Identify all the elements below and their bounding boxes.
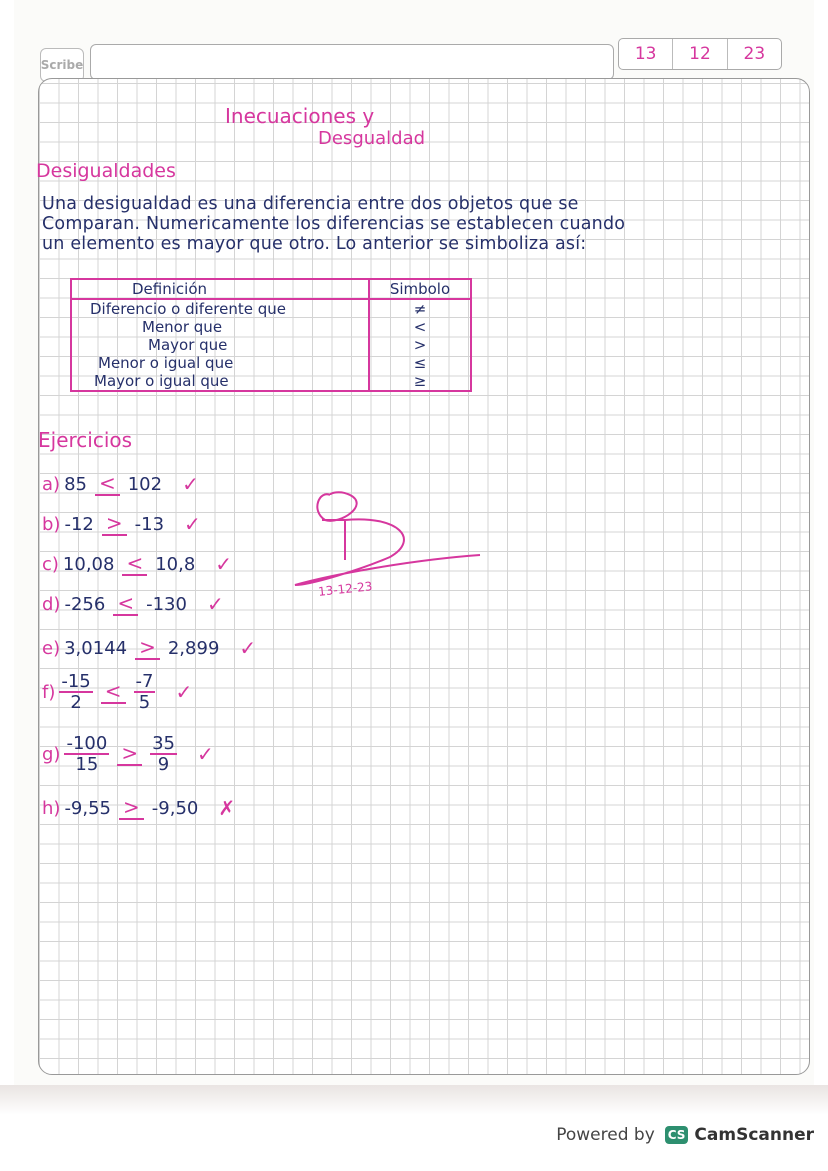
header-symbol: Simbolo (369, 279, 471, 299)
numerator: -100 (66, 733, 108, 754)
section-heading: Desigualdades (36, 160, 176, 182)
paragraph-line: un elemento es mayor que otro. Lo anterior se simboliza así: (42, 234, 587, 254)
paragraph-line: Una desigualdad es una diferencia entre dos objetos que se (42, 194, 579, 214)
operator: > (135, 636, 160, 660)
definition-cell: Mayor que (148, 336, 228, 354)
left-fraction (64, 734, 109, 774)
right-fraction (134, 672, 156, 712)
scribe-logo: Scribe (40, 48, 84, 82)
right-value: 10,8 (155, 553, 196, 575)
exercise-c (42, 552, 232, 576)
left-value: 10,08 (62, 553, 115, 575)
denominator: 2 (70, 692, 82, 713)
signature (290, 485, 490, 595)
left-value: -256 (64, 593, 106, 615)
camscanner-footer (556, 1125, 814, 1145)
date-day: 13 (634, 44, 657, 64)
date-year: 23 (727, 39, 781, 69)
exercise-g (42, 734, 214, 774)
operator: < (113, 592, 138, 616)
right-value: 2,899 (167, 637, 220, 659)
operator: < (122, 552, 147, 576)
check-icon: ✓ (206, 592, 224, 616)
left-value: 85 (64, 473, 87, 495)
exercise-d (42, 592, 224, 616)
operator: < (101, 680, 126, 704)
table-row (71, 318, 471, 336)
operator: > (102, 512, 127, 536)
exercise-b (42, 512, 201, 536)
right-fraction (150, 734, 177, 774)
exercise-label: h) (42, 797, 61, 819)
page-shadow (0, 1085, 828, 1115)
exercise-label: g) (42, 743, 61, 765)
symbol-cell: < (369, 318, 471, 336)
right-value: 102 (127, 473, 163, 495)
table-row (71, 336, 471, 354)
exercise-label: f) (42, 681, 56, 703)
exercise-label: c) (42, 553, 59, 575)
cross-icon: ✗ (218, 796, 236, 820)
numerator: -15 (61, 671, 91, 692)
table-row (71, 354, 471, 372)
signature-date: 13-12-23 (317, 579, 374, 599)
definition-cell: Diferencio o diferente que (90, 300, 287, 318)
left-value: -9,55 (64, 797, 112, 819)
check-icon: ✓ (239, 636, 257, 660)
paragraph-line: Comparan. Numericamente los diferencias se establecen cuando (42, 214, 626, 234)
right-value: -130 (146, 593, 187, 615)
left-fraction (59, 672, 92, 712)
operator: > (117, 742, 142, 766)
check-icon: ✓ (182, 472, 199, 496)
left-value: 3,0144 (64, 637, 128, 659)
definition-cell: Menor que (142, 318, 223, 336)
exercise-label: b) (42, 513, 61, 535)
notebook-header-box (90, 44, 614, 80)
symbol-cell: ≠ (369, 299, 471, 318)
exercises-heading: Ejercicios (38, 428, 133, 452)
page-title-line2: Desgualdad (318, 128, 426, 149)
denominator: 9 (157, 754, 170, 775)
symbol-cell: > (369, 336, 471, 354)
numerator: 35 (152, 733, 175, 754)
page-title-line1: Inecuaciones y (225, 104, 375, 128)
symbol-cell: ≤ (369, 354, 471, 372)
right-value: -9,50 (151, 797, 199, 819)
exercise-a (42, 472, 199, 496)
definition-cell: Mayor o igual que (94, 372, 229, 390)
denominator: 15 (75, 754, 99, 775)
table-row (71, 372, 471, 391)
exercise-e (42, 636, 256, 660)
numerator: -7 (135, 671, 154, 692)
check-icon: ✓ (196, 742, 214, 766)
date-month: 12 (672, 39, 726, 69)
exercise-label: d) (42, 593, 61, 615)
check-icon: ✓ (184, 512, 201, 536)
header-definition: Definición (71, 279, 369, 299)
symbols-table (70, 278, 472, 392)
definition-cell: Menor o igual que (98, 354, 234, 372)
table-header-row (71, 279, 471, 299)
exercise-h (42, 796, 235, 820)
operator: < (95, 472, 120, 496)
powered-by-text: Powered by (556, 1125, 655, 1145)
date-box (618, 38, 782, 70)
camscanner-brand: CamScanner (694, 1125, 814, 1145)
exercise-f (42, 672, 192, 712)
left-value: -12 (64, 513, 94, 535)
check-icon: ✓ (215, 552, 233, 576)
exercise-label: a) (42, 473, 61, 495)
right-value: -13 (134, 513, 165, 535)
operator: > (119, 796, 144, 820)
table-row (71, 299, 471, 318)
exercise-label: e) (42, 637, 61, 659)
camscanner-logo-icon: CS (665, 1126, 689, 1144)
denominator: 5 (138, 692, 151, 713)
check-icon: ✓ (175, 680, 193, 704)
symbol-cell: ≥ (369, 372, 471, 391)
